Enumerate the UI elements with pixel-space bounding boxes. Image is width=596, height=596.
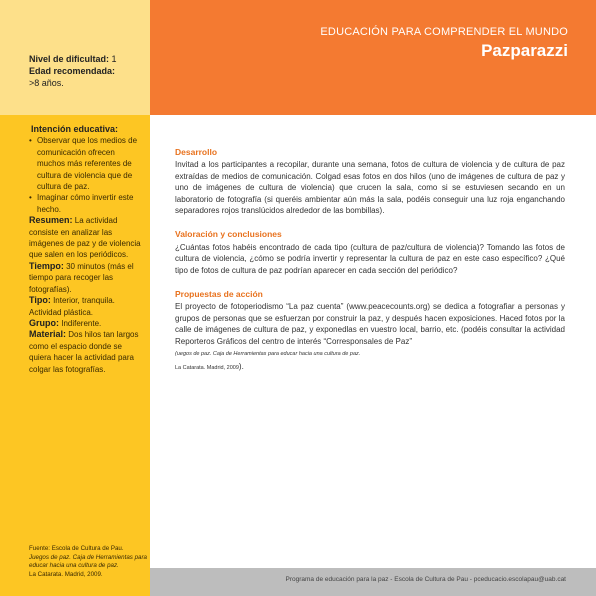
header-banner bbox=[150, 0, 596, 115]
footer-bar bbox=[150, 568, 596, 596]
summary-text: La actividad consiste en analizar las imágenes de paz y de violencia que salen en los periódicos. bbox=[29, 216, 141, 260]
desarrollo-text: Invitad a los participantes a recopilar, durante una semana, fotos de cultura de violencia y de cultura de paz extraídas de medios de comunicación. Colgad esas fotos en dos hilos (uno de imágenes de cultura de paz y uno de imágenes de cultura de violencia) que crucen la sala, como si se estuviesen secando en un laboratorio de fotografía (si queréis ambientar aún más la sala, podéis conseguir una luz roja enganchando separadores rojos translúcidos alrededor de las bombillas). bbox=[175, 160, 565, 216]
propuestas-text: El proyecto de fotoperiodismo “La paz cuenta” (www.peacecounts.org) se dedica a fotografiar a personas y grupos de personas que se esfuerzan por construir la paz, y después hacen exposiciones. Haced fotos por la calle de imágenes de cultura de paz, y exponedlas en vuestro local, barrio, etc. (podéis consultar la actividad Reporteros Gráficos del centro de interés “Corresponsales de Paz” bbox=[175, 302, 565, 346]
group-label: Grupo: bbox=[29, 317, 59, 328]
page-title: Pazparazzi bbox=[481, 41, 568, 60]
age-label: Edad recomendada: bbox=[29, 66, 116, 76]
time-text: 30 minutos (más el tiempo para recoger las fotografías). bbox=[29, 261, 134, 294]
type-block bbox=[29, 295, 145, 318]
sidebar-content bbox=[29, 124, 145, 375]
type-label: Tipo: bbox=[29, 295, 51, 306]
material-text: Dos hilos tan largos como el espacio donde se quiera hacer la actividad para colgar las fotografías. bbox=[29, 330, 139, 374]
intent-list bbox=[29, 135, 145, 215]
intent-heading: Intención educativa: bbox=[31, 124, 119, 134]
time-label: Tiempo: bbox=[29, 260, 64, 271]
type-text: Interior, tranquila. Actividad plástica. bbox=[29, 296, 115, 317]
source-note bbox=[29, 545, 147, 579]
footer-text: Programa de educación para la paz - Escola de Cultura de Pau - pceducacio.escolapau@uab.cat bbox=[285, 576, 566, 583]
desarrollo-heading: Desarrollo bbox=[175, 147, 218, 157]
age-row bbox=[29, 65, 147, 77]
propuestas-cite-line: La Catarata. Madrid, 2009 bbox=[175, 364, 239, 371]
summary-block bbox=[29, 215, 145, 261]
group-block bbox=[29, 318, 145, 329]
group-text: Indiferente. bbox=[61, 318, 102, 328]
material-block bbox=[29, 329, 145, 375]
propuestas-heading: Propuestas de acción bbox=[175, 289, 263, 300]
source-line-2: Juegos de paz. Caja de Herramientas para educar hacia una cultura de paz. bbox=[29, 553, 147, 570]
activity-meta bbox=[29, 53, 147, 89]
valoracion-heading: Valoración y conclusiones bbox=[175, 229, 282, 240]
propuestas-paragraph bbox=[175, 301, 565, 373]
propuestas-cite-open: ( bbox=[175, 351, 177, 358]
series-title: EDUCACIÓN PARA COMPRENDER EL MUNDO bbox=[320, 26, 568, 38]
main-content bbox=[175, 147, 565, 387]
intent-item: • Imaginar cómo invertir este hecho. bbox=[29, 192, 145, 215]
difficulty-label: Nivel de dificultad: bbox=[29, 54, 110, 64]
summary-label: Resumen: bbox=[29, 215, 73, 226]
valoracion-text: ¿Cuántas fotos habéis encontrado de cada tipo (cultura de paz/cultura de violencia)? Tomando las fotos de cultura de violencia, ¿cómo se podría invertir y representar la cultura de paz en este caso específico? ¿Qué tipo de fotos de cultura de paz podrían aparecer en cada sección del periódico? bbox=[175, 242, 565, 275]
difficulty-row bbox=[29, 53, 147, 65]
source-line-3: La Catarata. Madrid, 2009. bbox=[29, 570, 103, 578]
age-value: >8 años. bbox=[29, 78, 64, 88]
difficulty-value: 1 bbox=[111, 54, 117, 64]
propuestas-cite-close: ). bbox=[238, 361, 244, 371]
intent-item: • Observar que los medios de comunicación ofrecen muchos más referentes de cultura de violencia que de cultura de paz. bbox=[29, 135, 145, 192]
time-block bbox=[29, 261, 145, 295]
source-line-1: Fuente: Escola de Cultura de Pau. bbox=[29, 545, 124, 552]
material-label: Material: bbox=[29, 329, 67, 340]
propuestas-cite-italic: uegos de paz. Caja de Herramientas para educar hacia una cultura de paz. bbox=[176, 351, 361, 358]
